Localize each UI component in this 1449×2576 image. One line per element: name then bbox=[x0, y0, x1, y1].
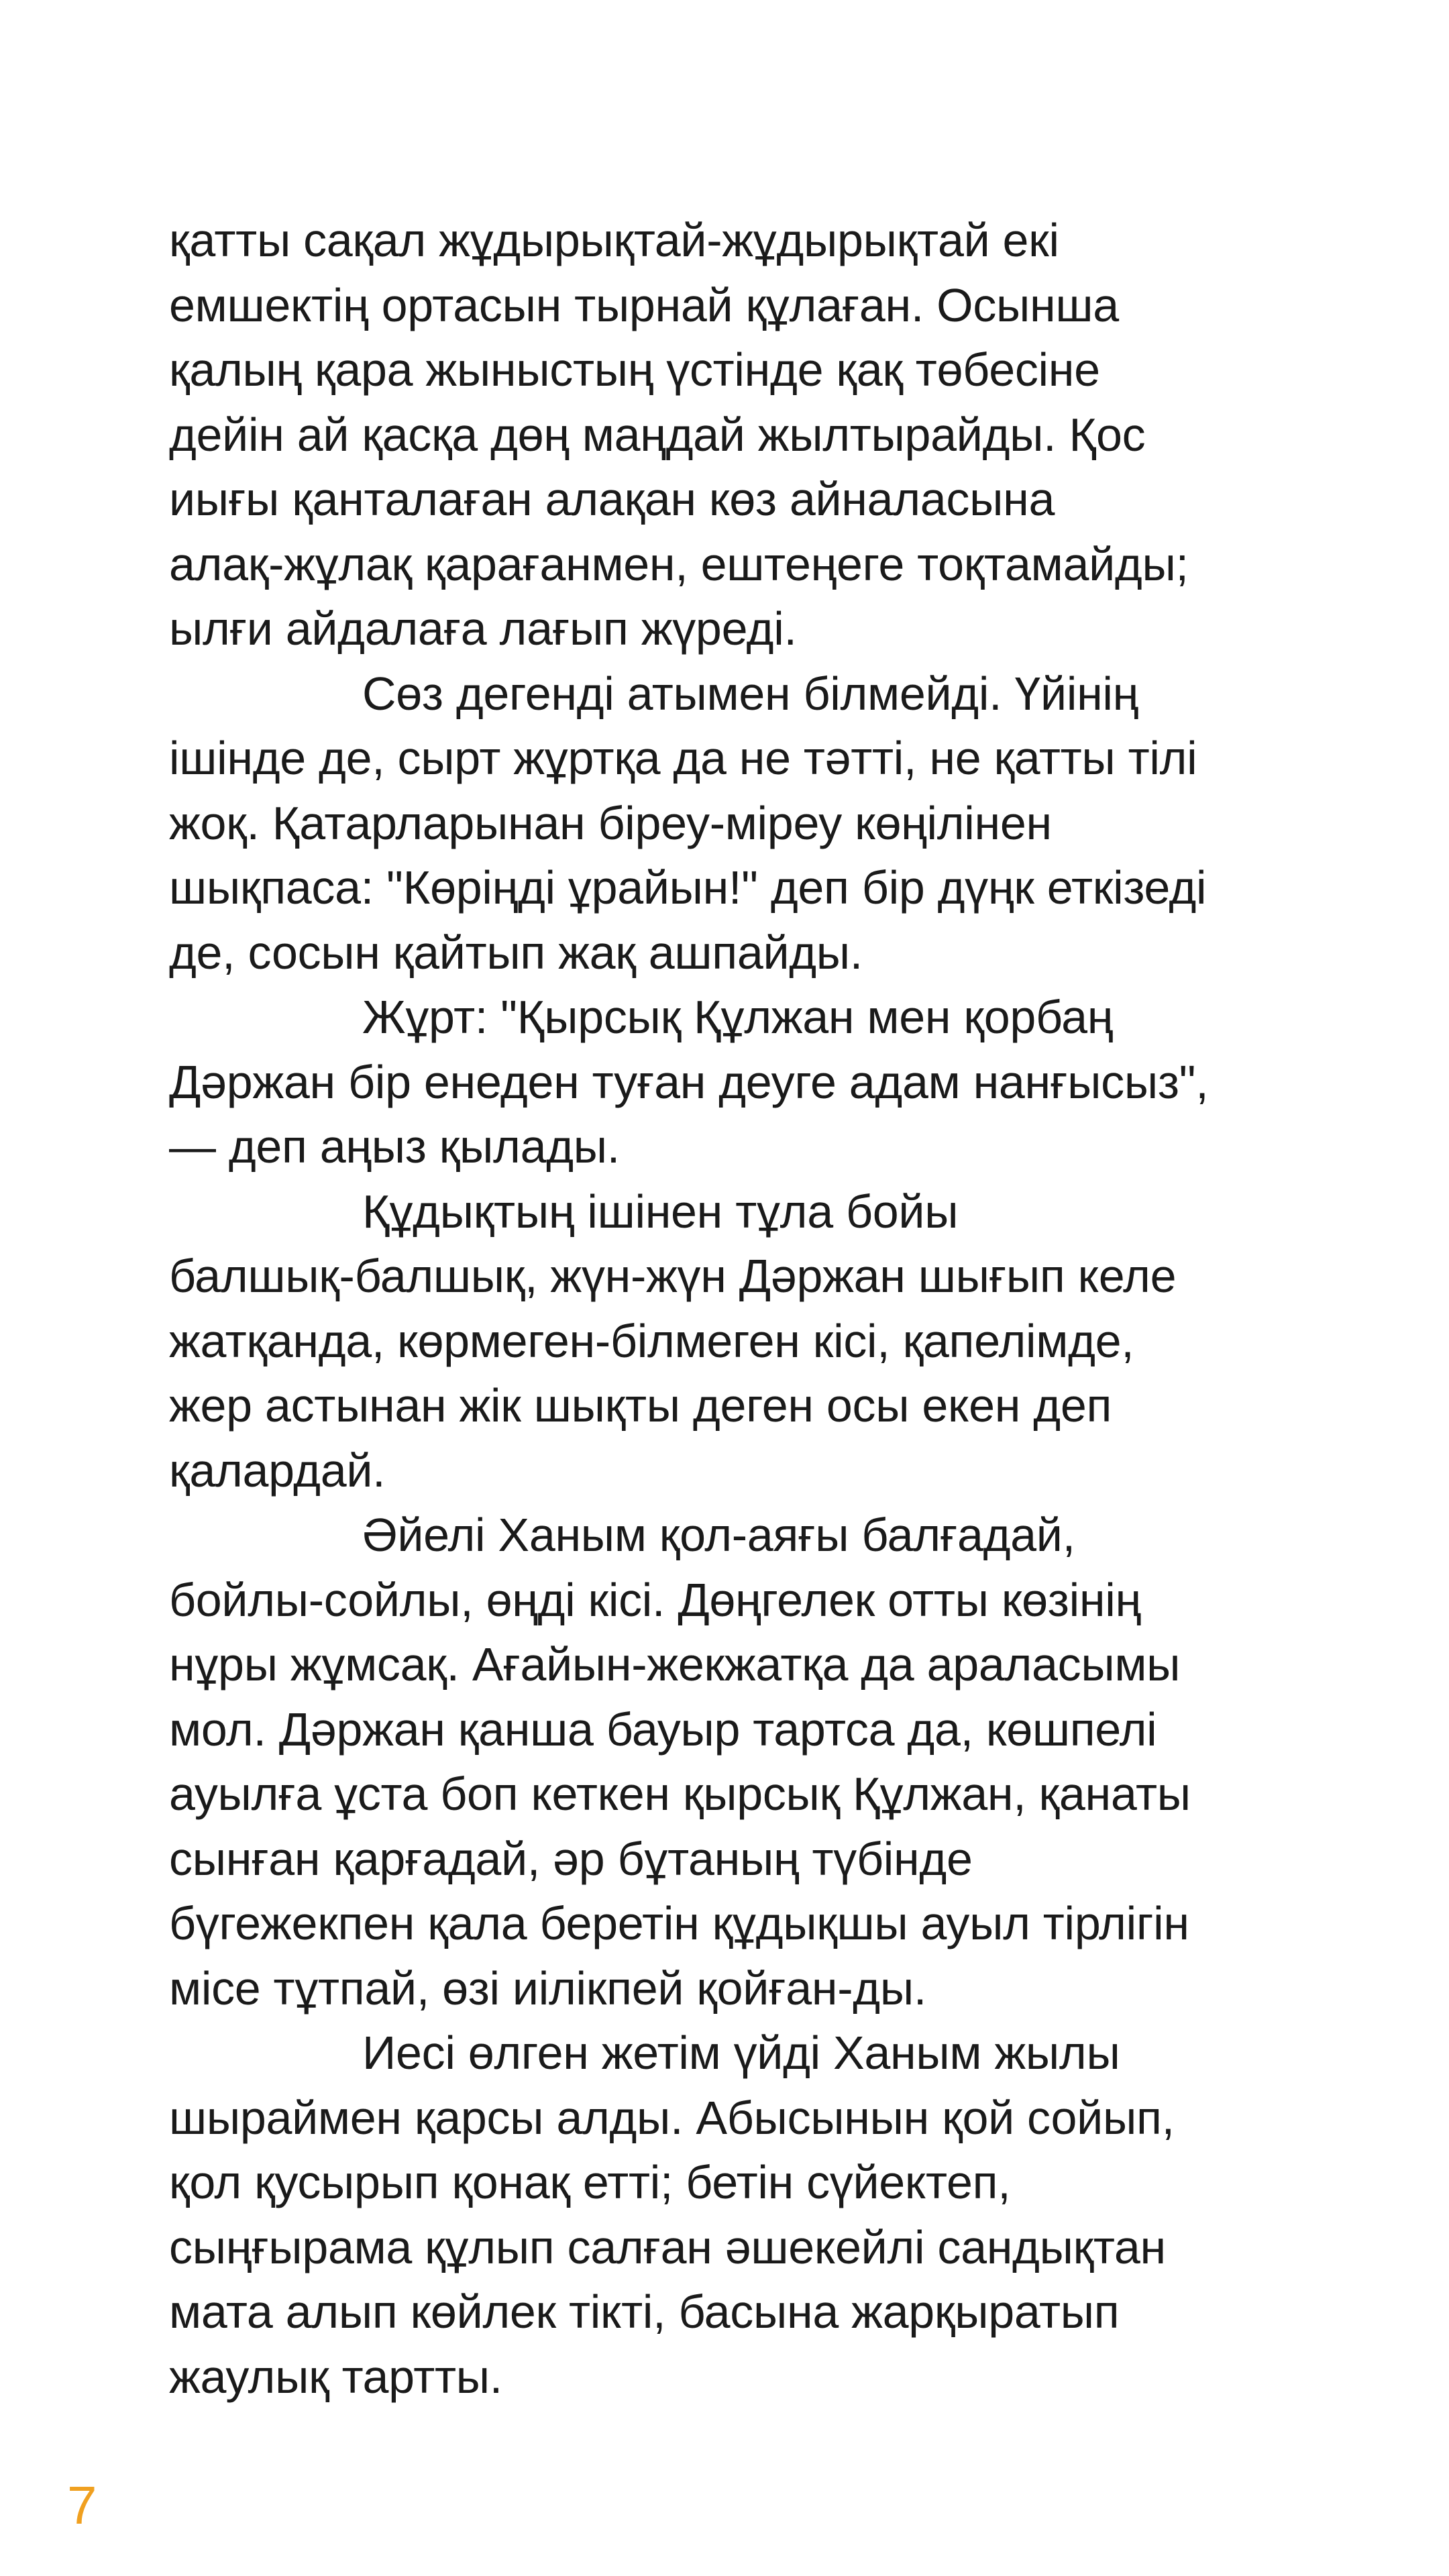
text-line: қалың қара жыныстың үстінде қақ төбесіне bbox=[169, 343, 1100, 396]
text-line: ауылға ұста боп кеткен қырсық Құлжан, қанаты bbox=[169, 1768, 1191, 1820]
text-line: ішінде де, сырт жұртқа да не тәтті, не қатты тілі bbox=[169, 732, 1197, 784]
text-line: — деп аңыз қылады. bbox=[169, 1120, 620, 1173]
text-line: шыраймен қарсы алды. Абысынын қой сойып, bbox=[169, 2091, 1175, 2144]
text-line: жаулық тартты. bbox=[169, 2350, 502, 2403]
page-text bbox=[169, 208, 1323, 2409]
text-line: бойлы-сойлы, өңді кісі. Дөңгелек отты көзінің bbox=[169, 1573, 1141, 1626]
text-line: қатты сақал жұдырықтай-жұдырықтай екі bbox=[169, 214, 1059, 266]
text-line: жатқанда, көрмеген-білмеген кісі, қапелімде, bbox=[169, 1314, 1134, 1367]
text-line: жер астынан жік шықты деген осы екен деп bbox=[169, 1379, 1112, 1432]
text-line: иығы қанталаған алақан көз айналасына bbox=[169, 473, 1055, 525]
text-line: де, сосын қайтып жақ ашпайды. bbox=[169, 926, 863, 979]
text-line: місе тұтпай, өзі иілікпей қойған-ды. bbox=[169, 1962, 926, 2015]
text-line: Сөз дегенді атымен білмейді. Үйінің bbox=[362, 667, 1139, 720]
text-line: Әйелі Ханым қол-аяғы балғадай, bbox=[362, 1509, 1075, 1561]
text-line: ылғи айдалаға лағып жүреді. bbox=[169, 602, 797, 655]
text-line: қол қусырып қонақ етті; бетін сүйектеп, bbox=[169, 2156, 1011, 2208]
text-line: қалардай. bbox=[169, 1444, 386, 1497]
text-line: Дәржан бір енеден туған деуге адам нанғысыз", bbox=[169, 1055, 1209, 1108]
text-line: мол. Дәржан қанша бауыр тартса да, көшпелі bbox=[169, 1703, 1157, 1756]
text-line: сынған қарғадай, әр бұтаның түбінде bbox=[169, 1832, 973, 1885]
text-line: емшектің ортасын тырнай құлаған. Осынша bbox=[169, 278, 1119, 331]
text-line: Иесі өлген жетім үйді Ханым жылы bbox=[362, 2027, 1120, 2079]
text-line: Жұрт: "Қырсық Құлжан мен қорбаң bbox=[362, 991, 1114, 1043]
text-line: дейін ай қасқа дөң маңдай жылтырайды. Қос bbox=[169, 408, 1146, 461]
text-line: Құдықтың ішінен тұла бойы bbox=[362, 1185, 959, 1238]
text-line: шықпаса: "Көріңді ұрайын!" деп бір дүңк еткізеді bbox=[169, 861, 1207, 914]
text-line: нұры жұмсақ. Ағайын-жекжатқа да араласымы bbox=[169, 1638, 1181, 1690]
text-line: сыңғырама құлып салған әшекейлі сандықтан bbox=[169, 2220, 1166, 2273]
text-line: алақ-жұлақ қарағанмен, ештеңеге тоқтамайды; bbox=[169, 537, 1189, 590]
page-number: 7 bbox=[67, 2475, 97, 2535]
text-line: балшық-балшық, жүн-жүн Дәржан шығып келе bbox=[169, 1250, 1177, 1302]
text-line: мата алып көйлек тікті, басына жарқыратып bbox=[169, 2286, 1120, 2338]
text-line: жоқ. Қатарларынан біреу-міреу көңілінен bbox=[169, 796, 1052, 849]
text-line: бүгежекпен қала беретін құдықшы ауыл тірлігін bbox=[169, 1897, 1189, 1949]
